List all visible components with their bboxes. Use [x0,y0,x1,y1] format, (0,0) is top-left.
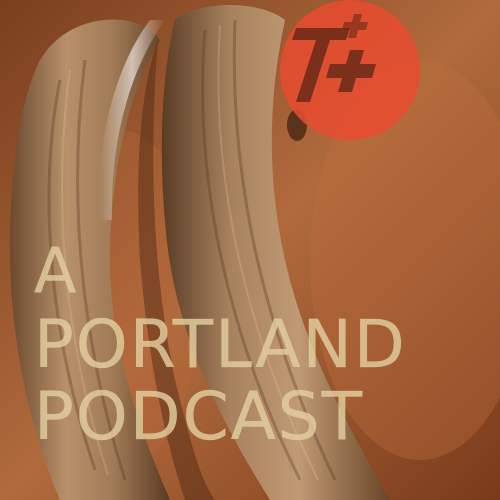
t-plus-mark-icon [288,6,400,118]
title-line-1: A [34,234,79,307]
title-line-2: PORTLAND [34,306,407,383]
transit-logo-icon [280,0,420,140]
title-line-3: PODCAST [34,378,365,455]
podcast-title [34,234,494,456]
